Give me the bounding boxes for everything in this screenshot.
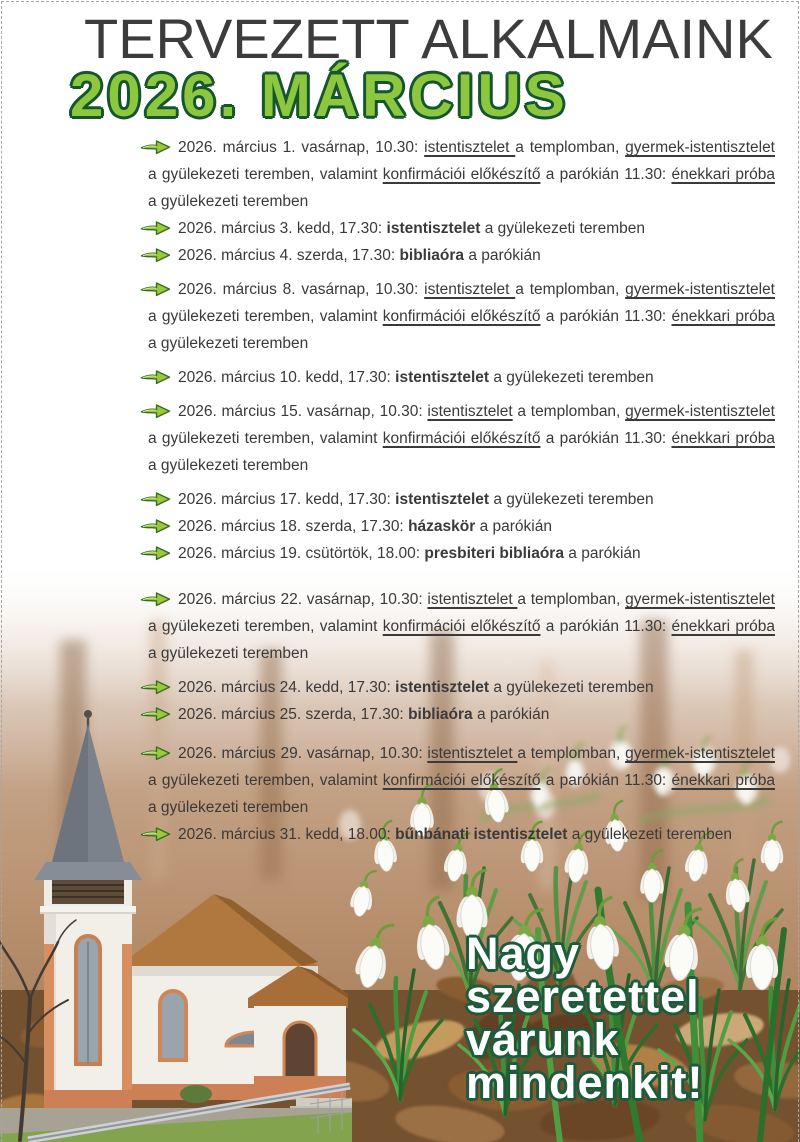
event-group: [148, 398, 775, 479]
event-text-segment: a parókián 11.30:: [540, 430, 672, 447]
poster-title: TERVEZETT ALKALMAINK: [84, 7, 773, 70]
event-text-segment: a parókián 11.30:: [540, 308, 672, 325]
event-text-segment: a parókián 11.30:: [540, 618, 672, 635]
event-item: [148, 364, 775, 391]
green-arrow-right-icon: [140, 825, 171, 843]
event-text-segment: bűnbánati istentisztelet: [395, 826, 568, 843]
event-text-segment: a parókián 11.30:: [540, 772, 672, 789]
event-text-segment: a gyülekezeti teremben: [567, 826, 732, 843]
event-group: [148, 674, 775, 728]
event-item: [148, 134, 775, 215]
event-text-segment: 2026. március 17. kedd, 17.30:: [178, 491, 396, 508]
event-text-segment: konfirmációi előkészítő: [382, 308, 541, 325]
event-text-segment: a gyülekezeti teremben: [480, 220, 645, 237]
event-text-segment: gyermek-istentisztelet: [625, 139, 775, 156]
event-text-segment: a gyülekezeti teremben, valamint: [148, 618, 383, 635]
event-text-segment: a gyülekezeti teremben: [148, 193, 309, 210]
event-text-segment: 2026. március 24. kedd, 17.30:: [178, 679, 396, 696]
event-group: [148, 276, 775, 357]
event-text-segment: a gyülekezeti teremben, valamint: [148, 772, 383, 789]
event-text-segment: istentisztelet: [424, 281, 516, 298]
event-text-segment: a parókián 11.30:: [540, 166, 672, 183]
event-text-segment: konfirmációi előkészítő: [382, 430, 541, 447]
green-arrow-right-icon: [140, 517, 171, 535]
event-text-segment: konfirmációi előkészítő: [382, 166, 541, 183]
event-text-segment: a templomban,: [515, 139, 626, 156]
event-text-segment: konfirmációi előkészítő: [382, 618, 541, 635]
welcome-message: [466, 928, 704, 1108]
welcome-line: mindenkit!: [466, 1057, 704, 1108]
event-text-segment: bibliaóra: [408, 706, 473, 723]
event-text-segment: a parókián: [472, 706, 550, 723]
green-arrow-right-icon: [140, 219, 171, 237]
event-text-segment: a gyülekezeti teremben: [148, 799, 309, 816]
event-text-segment: 2026. március 19. csütörtök, 18.00:: [178, 545, 425, 562]
green-arrow-right-icon: [140, 402, 171, 420]
event-item: [148, 242, 775, 269]
green-arrow-right-icon: [140, 590, 171, 608]
event-text-segment: 2026. március 31. kedd, 18.00:: [178, 826, 396, 843]
event-item: [148, 486, 775, 513]
welcome-line: Nagy: [466, 928, 581, 979]
event-text-segment: a gyülekezeti teremben, valamint: [148, 308, 383, 325]
event-text-segment: a templomban,: [517, 591, 626, 608]
event-text-segment: 2026. március 29. vasárnap, 10.30:: [178, 745, 428, 762]
event-item: [148, 701, 775, 728]
event-text-segment: presbiteri bibliaóra: [424, 545, 564, 562]
event-text-segment: a gyülekezeti teremben: [148, 645, 309, 662]
event-text-segment: 2026. március 25. szerda, 17.30:: [178, 706, 409, 723]
green-arrow-right-icon: [140, 368, 171, 386]
event-item: [148, 513, 775, 540]
event-text-segment: istentisztelet: [395, 491, 490, 508]
event-text-segment: konfirmációi előkészítő: [382, 772, 541, 789]
event-item: [148, 398, 775, 479]
green-arrow-right-icon: [140, 705, 171, 723]
event-text-segment: istentisztelet: [427, 403, 513, 420]
event-text-segment: a templomban,: [512, 403, 626, 420]
green-arrow-right-icon: [140, 490, 171, 508]
event-text-segment: énekkari próba: [671, 430, 775, 447]
event-text-segment: 2026. március 22. vasárnap, 10.30:: [178, 591, 428, 608]
event-text-segment: istentisztelet: [424, 139, 516, 156]
welcome-line: várunk: [466, 1014, 620, 1065]
event-item: [148, 215, 775, 242]
event-text-segment: a gyülekezeti teremben: [489, 369, 654, 386]
event-item: [148, 276, 775, 357]
event-text-segment: 2026. március 15. vasárnap, 10.30:: [178, 403, 428, 420]
event-text-segment: gyermek-istentisztelet: [625, 745, 775, 762]
event-text-segment: 2026. március 1. vasárnap, 10.30:: [178, 139, 425, 156]
event-text-segment: énekkari próba: [671, 772, 775, 789]
event-text-segment: a parókián: [475, 518, 552, 535]
event-group: [148, 364, 775, 391]
green-arrow-right-icon: [140, 678, 171, 696]
event-item: [148, 821, 775, 848]
event-text-segment: gyermek-istentisztelet: [625, 281, 775, 298]
event-group: [148, 586, 775, 667]
event-text-segment: a gyülekezeti teremben: [489, 679, 654, 696]
event-text-segment: istentisztelet: [427, 745, 518, 762]
green-arrow-right-icon: [140, 280, 171, 298]
event-text-segment: énekkari próba: [671, 618, 775, 635]
event-text-segment: istentisztelet: [395, 679, 490, 696]
event-text-segment: istentisztelet: [395, 369, 490, 386]
event-item: [148, 740, 775, 821]
event-text-segment: a templomban,: [515, 281, 626, 298]
event-text-segment: a gyülekezeti teremben: [148, 457, 309, 474]
poster-subtitle: 2026. MÁRCIUS: [70, 62, 569, 129]
event-text-segment: a templomban,: [517, 745, 626, 762]
event-item: [148, 674, 775, 701]
event-list: [148, 134, 775, 848]
green-arrow-right-icon: [140, 138, 171, 156]
event-item: [148, 540, 775, 567]
green-arrow-right-icon: [140, 744, 171, 762]
event-text-segment: 2026. március 8. vasárnap, 10.30:: [178, 281, 425, 298]
welcome-line: szeretettel: [466, 971, 700, 1022]
event-text-segment: gyermek-istentisztelet: [625, 591, 775, 608]
event-group: [148, 740, 775, 848]
event-text-segment: 2026. március 4. szerda, 17.30:: [178, 247, 400, 264]
event-text-segment: a gyülekezeti teremben, valamint: [148, 430, 383, 447]
event-text-segment: istentisztelet: [386, 220, 481, 237]
event-text-segment: 2026. március 18. szerda, 17.30:: [178, 518, 409, 535]
event-text-segment: bibliaóra: [399, 247, 465, 264]
event-text-segment: 2026. március 10. kedd, 17.30:: [178, 369, 396, 386]
event-text-segment: a gyülekezeti teremben: [148, 335, 309, 352]
event-group: [148, 486, 775, 567]
event-text-segment: a parókián: [464, 247, 541, 264]
green-arrow-right-icon: [140, 246, 171, 264]
event-text-segment: gyermek-istentisztelet: [625, 403, 775, 420]
event-text-segment: énekkari próba: [671, 166, 775, 183]
event-text-segment: a parókián: [563, 545, 641, 562]
event-text-segment: a gyülekezeti teremben: [489, 491, 654, 508]
event-text-segment: házaskör: [408, 518, 476, 535]
event-item: [148, 586, 775, 667]
event-text-segment: a gyülekezeti teremben, valamint: [148, 166, 383, 183]
event-text-segment: istentisztelet: [427, 591, 518, 608]
event-group: [148, 134, 775, 269]
event-text-segment: énekkari próba: [671, 308, 775, 325]
green-arrow-right-icon: [140, 544, 171, 562]
event-text-segment: 2026. március 3. kedd, 17.30:: [178, 220, 387, 237]
